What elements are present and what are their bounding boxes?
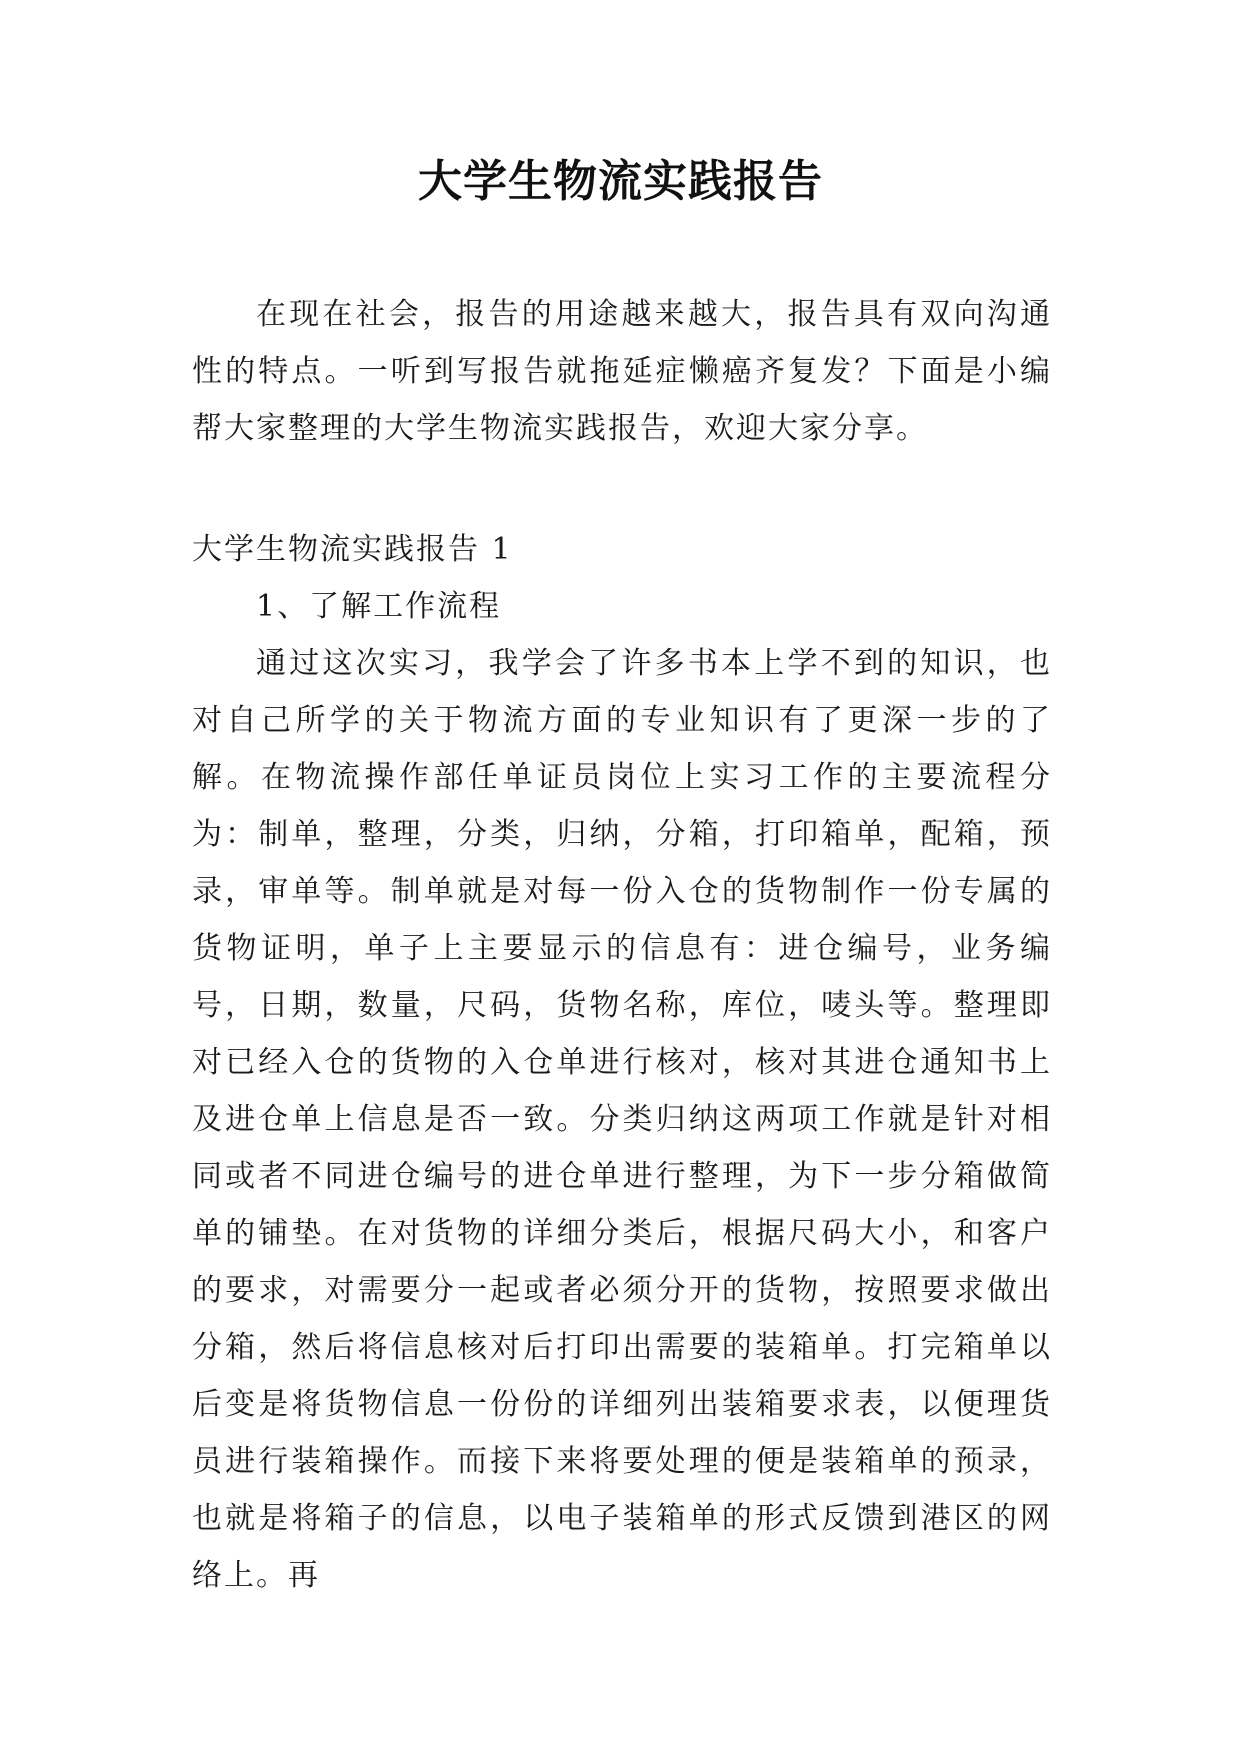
intro-paragraph: 在现在社会，报告的用途越来越大，报告具有双向沟通性的特点。一听到写报告就拖延症懒癌齐复发？下面是小编帮大家整理的大学生物流实践报告，欢迎大家分享。 [192, 297, 1052, 446]
body-paragraph: 通过这次实习，我学会了许多书本上学不到的知识，也对自己所学的关于物流方面的专业知识有了更深一步的了解。在物流操作部任单证员岗位上实习工作的主要流程分为：制单，整理，分类，归纳，分箱，打印箱单，配箱，预录，审单等。制单就是对每一份入仓的货物制作一份专属的货物证明，单子上主要显示的信息有：进仓编号，业务编号，日期，数量，尺码，货物名称，库位，唛头等。整理即对已经入仓的货物的入仓单进行核对，核对其进仓通知书上及进仓单上信息是否一致。分类归纳这两项工作就是针对相同或者不同进仓编号的进仓单进行整理，为下一步分箱做简单的铺垫。在对货物的详细分类后，根据尺码大小，和客户的要求，对需要分一起或者必须分开的货物，按照要求做出分箱，然后将信息核对后打印出需要的装箱单。打完箱单以后变是将货物信息一份份的详细列出装箱要求表，以便理货员进行装箱操作。而接下来将要处理的便是装箱单的预录，也就是将箱子的信息，以电子装箱单的形式反馈到港区的网络上。再 [192, 646, 1052, 1593]
section-heading: 大学生物流实践报告 1 [192, 532, 513, 567]
document-title: 大学生物流实践报告 [418, 156, 823, 207]
step-heading: 1、了解工作流程 [256, 589, 502, 624]
